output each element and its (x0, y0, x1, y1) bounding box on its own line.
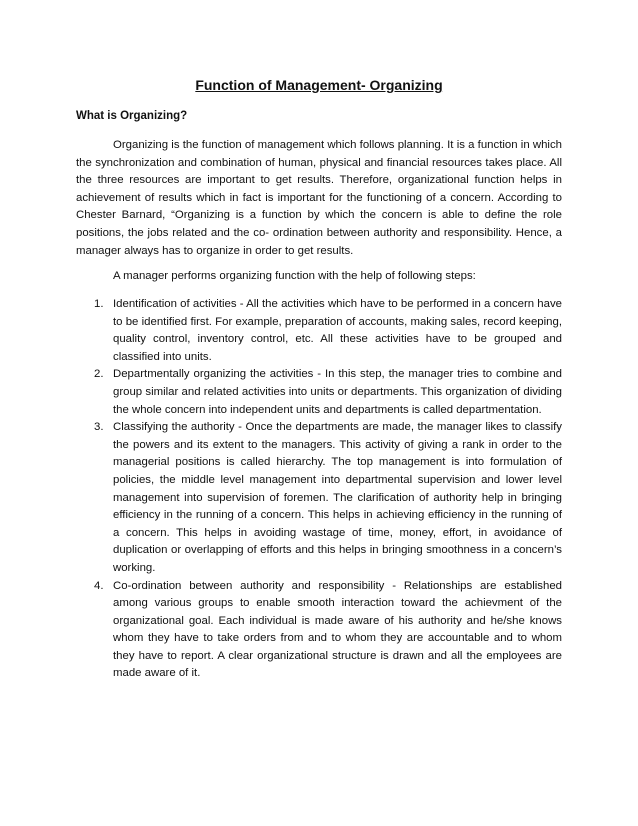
list-item-text: Classifying the authority - Once the departments are made, the manager likes to classify the powers and its extent to the managers. This activity of giving a rank in order to the managerial positions is called hierarchy. The top management is into formulation of policies, the middle level management into departmental supervision and lower level management into supervision of foremen. The clarification of authority help in bringing efficiency in the running of a concern. This helps in achieving efficiency in the running of a concern. This helps in avoiding wastage of time, money, effort, in avoidance of duplication or overlapping of efforts and this helps in bringing smoothness in a concern’s working. (113, 421, 562, 574)
list-item-number: 3. (94, 421, 104, 434)
list-item-text: Co-ordination between authority and responsibility - Relationships are established among various groups to enable smooth interaction toward the achievment of the organizational goal. Each individual is made aware of his authority and he/she knows whom they have to take orders from and to whom they are accountable and to whom they have to report. A clear organizational structure is drawn and all the employees are made aware of it. (113, 579, 562, 680)
steps-intro-paragraph: A manager performs organizing function with the help of following steps: (113, 270, 476, 282)
list-item-number: 1. (94, 298, 104, 310)
intro-paragraph: Organizing is the function of management which follows planning. It is a function in which the synchronization and combination of human, physical and financial resources takes place. All the three resources are important to get results. Therefore, organizational function helps in achievement of results which in fact is important for the functioning of a concern. According to Chester Barnard, “Organizing is a function by which the concern is able to define the role positions, the jobs related and the co- ordination between authority and responsibility. Hence, a manager always has to organize in order to get results. (76, 139, 562, 257)
list-item (76, 419, 562, 577)
page-title: Function of Management- Organizing (195, 77, 443, 93)
list-item (76, 366, 562, 419)
list-item-text: Departmentally organizing the activities - In this step, the manager tries to combine and group similar and related activities into units or departments. This organization of dividing the whole concern into independent units and departments is called departmentation. (113, 368, 562, 416)
section-heading: What is Organizing? (76, 110, 188, 122)
list-item (76, 296, 562, 366)
list-item-text: Identification of activities - All the activities which have to be performed in a concern have to be identified first. For example, preparation of accounts, making sales, record keeping, quality control, inventory control, etc. All these activities have to be grouped and classified into units. (113, 298, 562, 363)
list-item-number: 2. (94, 368, 104, 381)
list-item-number: 4. (94, 579, 104, 592)
steps-list (76, 296, 562, 683)
list-item (76, 578, 562, 684)
